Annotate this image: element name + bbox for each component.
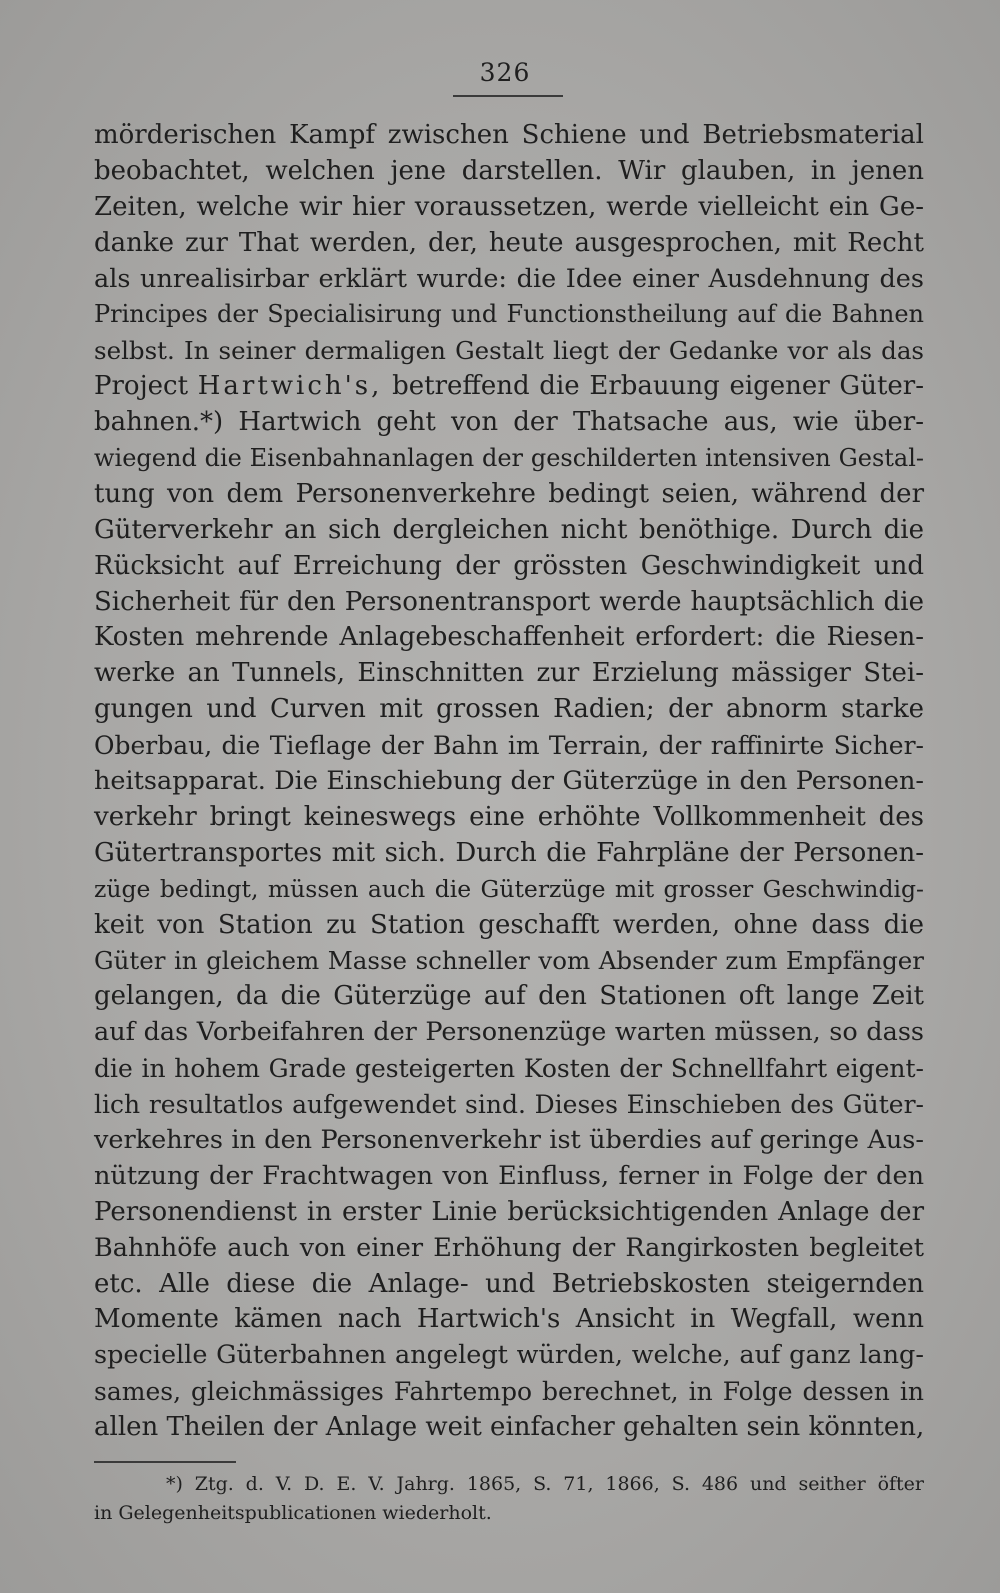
- footnote-line: in Gelegenheitspublicationen wiederholt.: [94, 1502, 492, 1524]
- text-line: specielle Güterbahnen angelegt würden, welche, auf ganz lang-: [94, 1340, 924, 1371]
- footnote-line: *) Ztg. d. V. D. E. V. Jahrg. 1865, S. 71, 1866, S. 486 und seither öfter: [166, 1473, 924, 1495]
- text-line: Momente kämen nach Hartwich's Ansicht in Wegfall, wenn: [94, 1304, 924, 1335]
- text-line: Güter in gleichem Masse schneller vom Absender zum Empfänger: [94, 946, 924, 976]
- body-text: [94, 118, 924, 1446]
- text-line: danke zur That werden, der, heute ausgesprochen, mit Recht: [94, 227, 924, 258]
- text-line: gungen und Curven mit grossen Radien; der abnorm starke: [94, 694, 924, 725]
- footnote: [94, 1470, 924, 1528]
- text-segment: Project: [94, 371, 198, 402]
- text-line: die in hohem Grade gesteigerten Kosten der Schnellfahrt eigent-: [94, 1054, 924, 1084]
- text-line: Güterverkehr an sich dergleichen nicht benöthige. Durch die: [94, 514, 924, 545]
- text-line: etc. Alle diese die Anlage- und Betriebskosten steigernden: [94, 1268, 924, 1299]
- text-line-project: [94, 369, 924, 405]
- text-line: werke an Tunnels, Einschnitten zur Erzielung mässiger Stei-: [94, 658, 924, 689]
- text-line: Oberbau, die Tieflage der Bahn im Terrain, der raffinirte Sicher-: [94, 731, 924, 761]
- text-line: Kosten mehrende Anlagebeschaffenheit erfordert: die Riesen-: [94, 622, 924, 653]
- text-line: heitsapparat. Die Einschiebung der Güterzüge in den Personen-: [94, 766, 924, 797]
- text-line: verkehr bringt keineswegs eine erhöhte Vollkommenheit des: [94, 801, 924, 832]
- text-line: mörderischen Kampf zwischen Schiene und Betriebsmaterial: [94, 120, 924, 150]
- page-number-rule: [453, 95, 563, 97]
- footnote-rule: [94, 1461, 236, 1463]
- text-line: Sicherheit für den Personentransport werde hauptsächlich die: [94, 586, 924, 617]
- text-line: Principes der Specialisirung und Functionstheilung auf die Bahnen: [94, 300, 924, 329]
- text-line: tung von dem Personenverkehre bedingt seien, während der: [94, 478, 924, 509]
- text-line: als unrealisirbar erklärt wurde: die Idee einer Ausdehnung des: [94, 263, 924, 294]
- text-line: sames, gleichmässiges Fahrtempo berechnet, in Folge dessen in: [94, 1377, 924, 1407]
- text-line: Personendienst in erster Linie berücksichtigenden Anlage der: [94, 1196, 924, 1227]
- text-line: lich resultatlos aufgewendet sind. Dieses Einschieben des Güter-: [94, 1090, 924, 1120]
- text-line: wiegend die Eisenbahnanlagen der geschilderten intensiven Gestal-: [94, 444, 924, 473]
- page-number: 326: [479, 58, 531, 87]
- text-line: züge bedingt, müssen auch die Güterzüge mit grosser Geschwindig-: [94, 874, 924, 903]
- text-line: allen Theilen der Anlage weit einfacher gehalten sein könnten,: [94, 1412, 925, 1443]
- text-line: bahnen.*) Hartwich geht von der Thatsache aus, wie über-: [94, 407, 924, 438]
- text-line: Rücksicht auf Erreichung der grössten Geschwindigkeit und: [94, 550, 924, 581]
- text-line: gelangen, da die Güterzüge auf den Stationen oft lange Zeit: [94, 981, 924, 1012]
- text-line: nützung der Frachtwagen von Einfluss, ferner in Folge der den: [94, 1160, 924, 1191]
- text-line: selbst. In seiner dermaligen Gestalt liegt der Gedanke vor als das: [94, 336, 924, 366]
- text-line: keit von Station zu Station geschafft werden, ohne dass die: [94, 909, 924, 940]
- text-line: Bahnhöfe auch von einer Erhöhung der Rangirkosten begleitet: [94, 1232, 924, 1263]
- text-segment: betreffend die Erbauung eigener Güter-: [382, 371, 924, 402]
- text-line: Gütertransportes mit sich. Durch die Fahrpläne der Personen-: [94, 837, 924, 868]
- text-line: verkehres in den Personenverkehr ist überdies auf geringe Aus-: [94, 1124, 924, 1155]
- spaced-name-hartwich: Hartwich's,: [197, 371, 383, 402]
- text-line: Zeiten, welche wir hier voraussetzen, werde vielleicht ein Ge-: [94, 191, 924, 222]
- text-line: beobachtet, welchen jene darstellen. Wir glauben, in jenen: [94, 155, 924, 186]
- text-line: auf das Vorbeifahren der Personenzüge warten müssen, so dass: [94, 1017, 924, 1048]
